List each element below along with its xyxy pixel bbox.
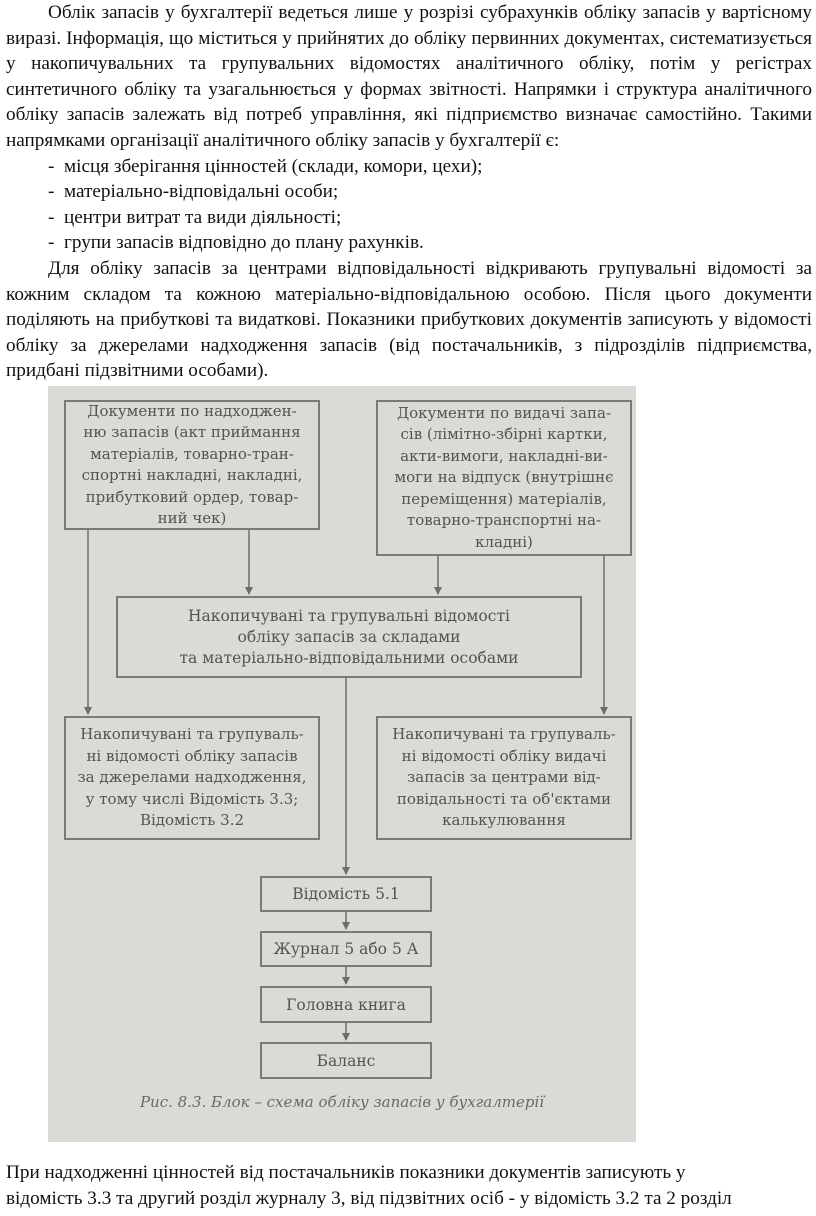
bullet-item: - місця зберігання цінностей (склади, комори, цехи); — [48, 154, 812, 180]
bullet-item: - групи запасів відповідно до плану рахунків. — [48, 230, 812, 256]
box-line: обліку запасів за складами — [237, 627, 461, 646]
box-line: у тому числі Відомість 3.3; — [85, 789, 299, 808]
box-line: ні відомості обліку запасів — [86, 746, 298, 765]
box-line: запасів за центрами від- — [407, 768, 601, 787]
box-line: за джерелами надходження, — [77, 768, 307, 787]
box-line: матеріалів, товарно-тран- — [90, 444, 294, 463]
general-ledger-box — [260, 986, 432, 1023]
issue-statements-box — [376, 716, 632, 840]
bullet-item: - центри витрат та види діяльності; — [48, 205, 812, 231]
box-line: Документи по видачі запа- — [396, 403, 612, 422]
sources-statements-box — [64, 716, 320, 840]
balance-box — [260, 1042, 432, 1079]
box-line: моги на відпуск (внутрішнє — [394, 468, 614, 487]
paragraph-2: Для обліку запасів за центрами відповідальності відкривають групувальні відомості за кожним складом та кожною матеріально-відповідальною особою. Після цього документи поділяють на прибуткові та видаткові. Показники прибуткових документів записують у відомості обліку за джерелами надходження запасів (від постачальників, з підрозділів підприємства, придбані підзвітними особами). — [6, 257, 812, 382]
box-line: Накопичувані та групуваль- — [80, 725, 304, 744]
box-line: ні відомості обліку видачі — [401, 746, 607, 765]
outgoing-documents-box — [376, 400, 632, 556]
box-line: переміщення) матеріалів, — [401, 489, 607, 508]
box-line: Накопичувані та групуваль- — [392, 725, 616, 744]
accumulating-statements-box — [116, 596, 582, 678]
flowchart-figure — [48, 386, 636, 1142]
bottom-text — [6, 1160, 812, 1212]
bottom-line-1: При надходженні цінностей від постачальників показники документів записують у — [6, 1162, 686, 1183]
box-line: кладні) — [475, 532, 533, 551]
box-line: спортні накладні, накладні, — [81, 466, 303, 484]
statement-5-1-box — [260, 876, 432, 912]
box-line: ний чек) — [157, 509, 227, 527]
top-text — [6, 0, 812, 384]
box-line: Накопичувані та групувальні відомості — [188, 606, 510, 625]
box-line: акти-вимоги, накладні-ви- — [400, 446, 608, 465]
box-label: Баланс — [316, 1051, 376, 1070]
box-label: Головна книга — [286, 995, 406, 1014]
journal-5-box — [260, 931, 432, 967]
box-line: та матеріально-відповідальними особами — [179, 648, 519, 667]
box-line: ню запасів (акт приймання — [83, 423, 301, 441]
box-line: прибутковий ордер, товар- — [85, 487, 299, 506]
bullet-item: - матеріально-відповідальні особи; — [48, 179, 812, 205]
box-label: Відомість 5.1 — [292, 885, 400, 903]
box-label: Журнал 5 або 5 А — [273, 940, 419, 958]
figure-caption: Рис. 8.3. Блок – схема обліку запасів у бухгалтерії — [139, 1093, 545, 1111]
box-line: товарно-транспортні на- — [406, 511, 602, 530]
box-line: Відомість 3.2 — [139, 811, 245, 830]
incoming-documents-box — [64, 400, 320, 530]
bullet-list — [6, 154, 812, 256]
box-line: сів (лімітно-збірні картки, — [400, 425, 608, 444]
box-line: калькулювання — [442, 811, 566, 830]
bottom-line-2: відомість 3.3 та другий розділ журналу 3, від підзвітних осіб - у відомість 3.2 та 2 розділ — [6, 1188, 732, 1209]
paragraph-1: Облік запасів у бухгалтерії ведеться лише у розрізі субрахунків обліку запасів у вартісному виразі. Інформація, що міститься у прийнятих до обліку первинних документах, систематизується у накопичувальних та групувальних відомостях аналітичного обліку, потім у регістрах синтетичного обліку та узагальнюється у формах звітності. Напрямки і структура аналітичного обліку запасів залежать від потреб управління, які підприємство визначає самостійно. Такими напрямками організації аналітичного обліку запасів у бухгалтерії є: — [6, 2, 812, 151]
box-line: Документи по надходжен- — [87, 401, 297, 420]
box-line: повідальності та об'єктами — [396, 789, 612, 808]
